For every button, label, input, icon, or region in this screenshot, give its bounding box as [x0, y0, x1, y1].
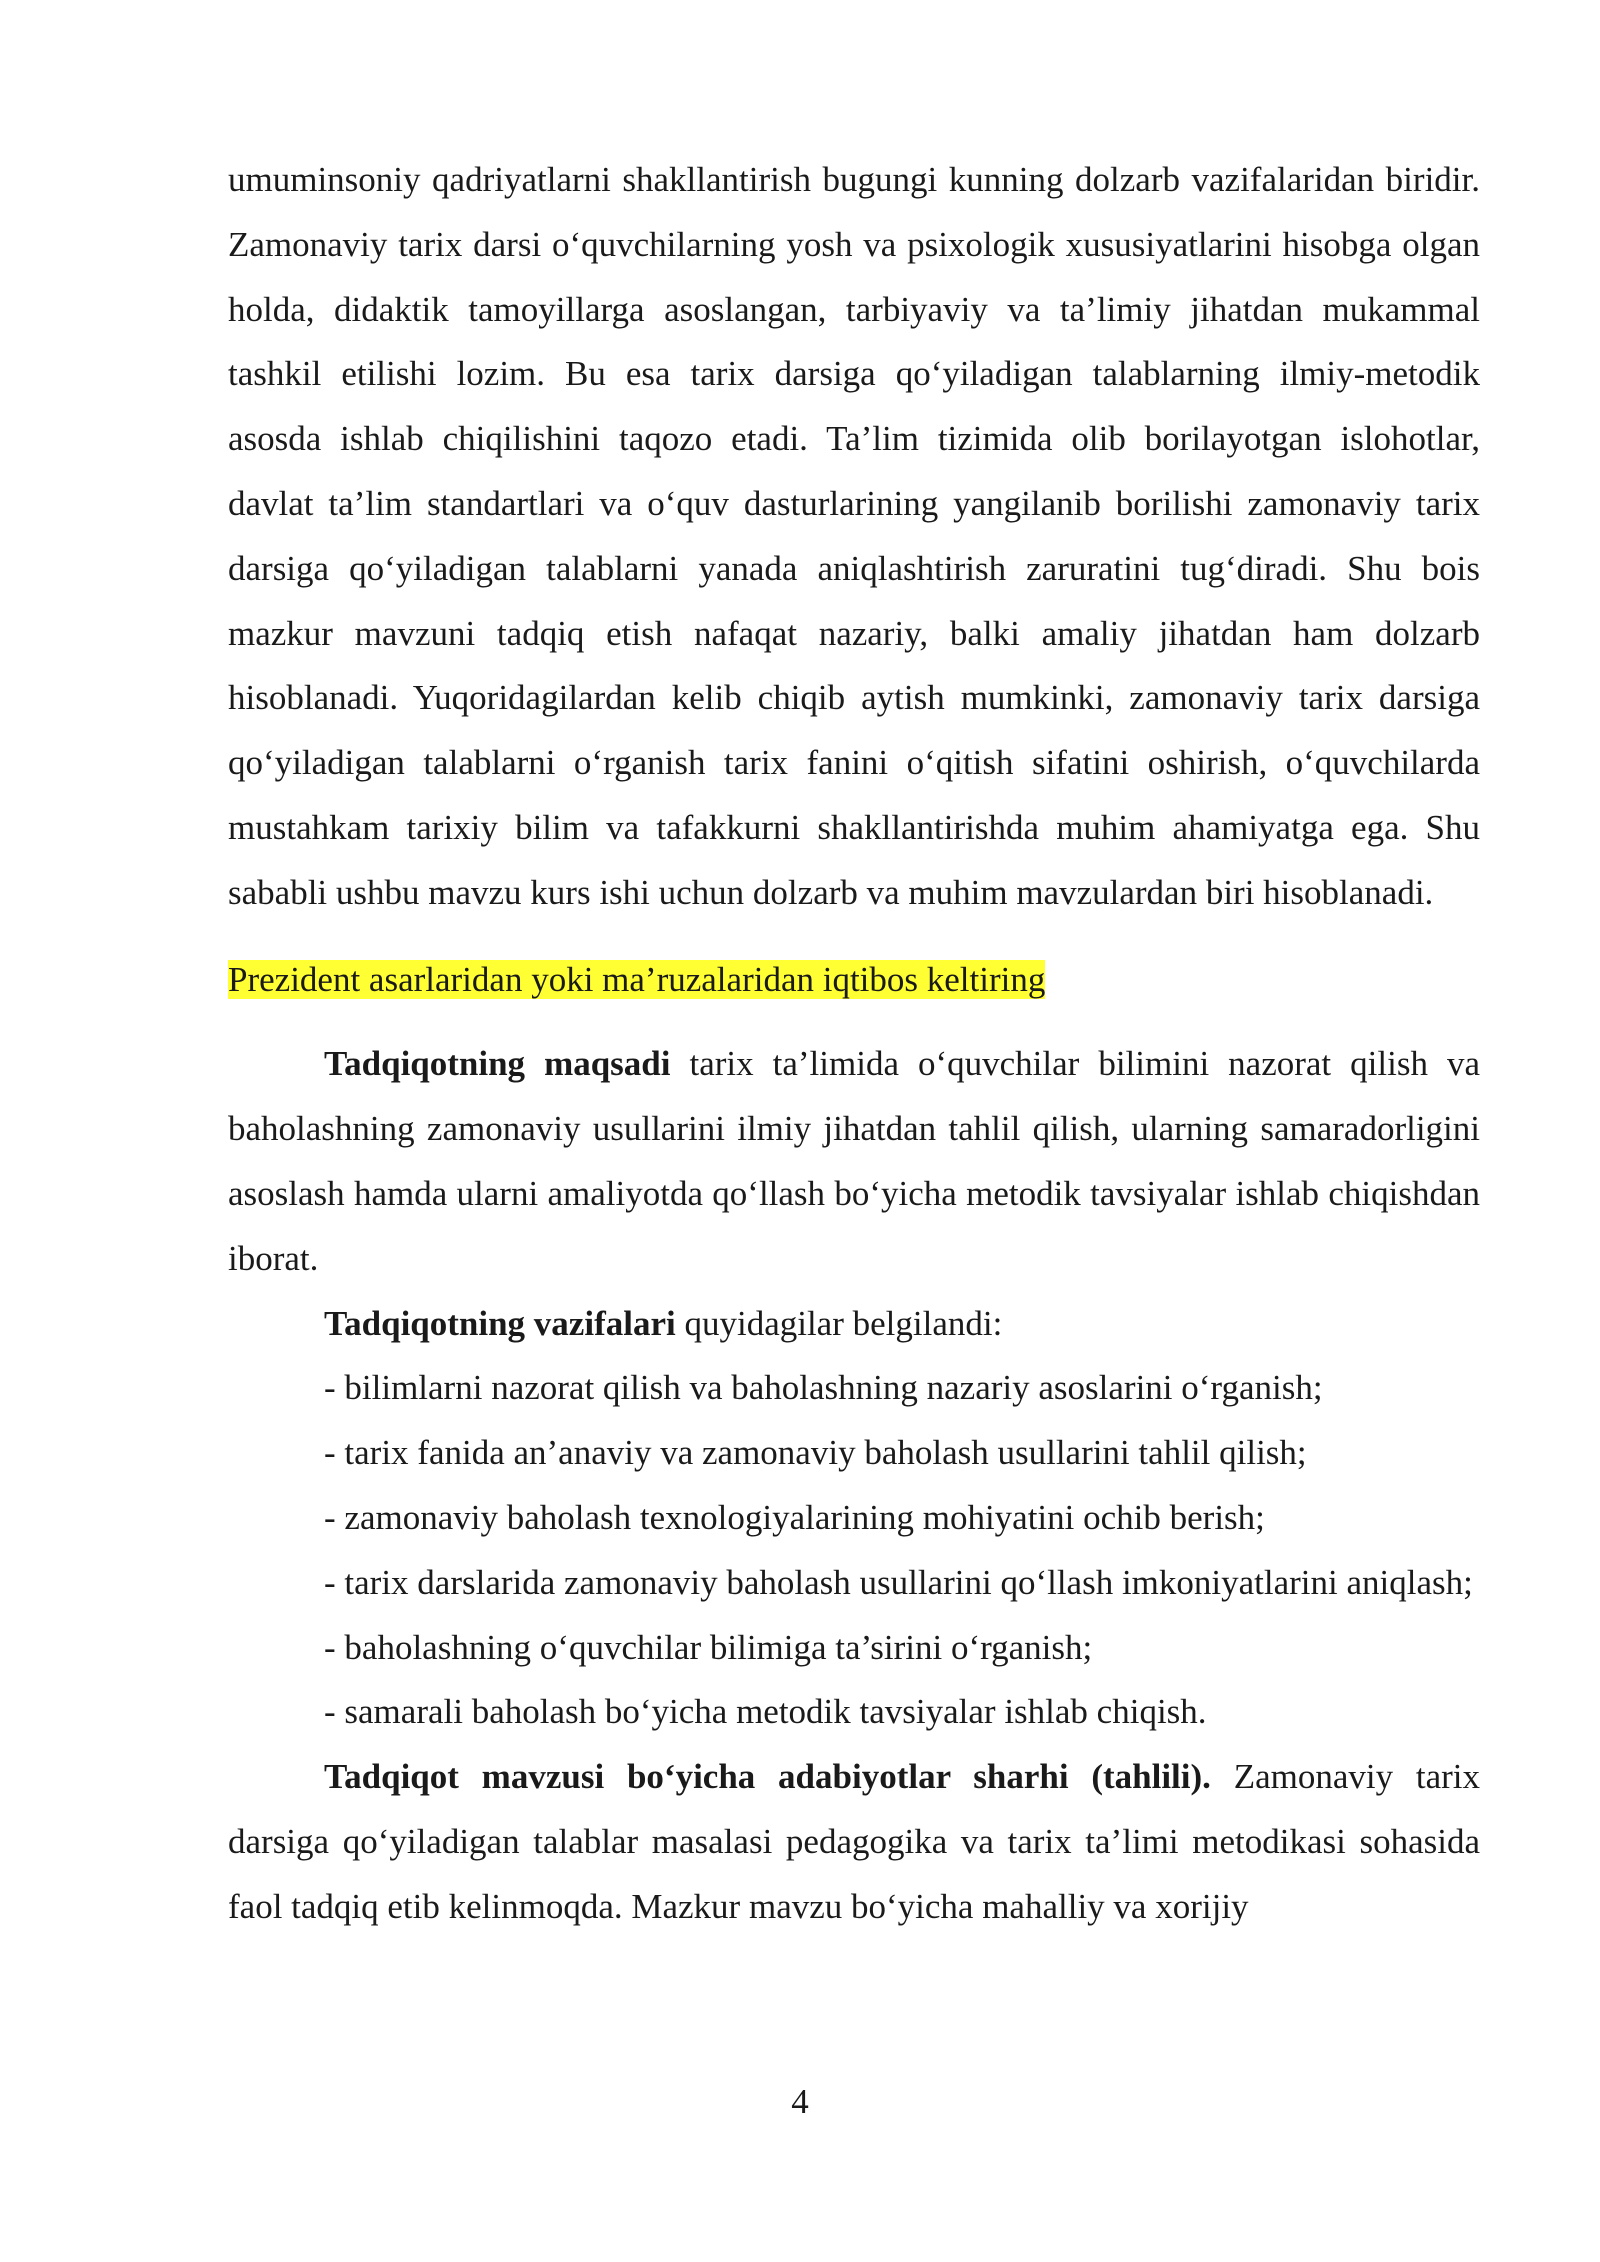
highlight-note-line [228, 948, 1480, 1013]
tasks-label: Tadqiqotning vazifalari [324, 1303, 676, 1343]
tasks-intro-text: quyidagilar belgilandi: [675, 1303, 1003, 1343]
list-item: - samarali baholash bo‘yicha metodik tavsiyalar ishlab chiqish. [324, 1692, 1207, 1732]
list-item: - tarix fanida an’anaviy va zamonaviy baholash usullarini tahlil qilish; [324, 1433, 1307, 1473]
goal-paragraph [228, 1032, 1480, 1291]
goal-text: tarix ta’limida o‘quvchilar bilimini nazorat qilish va baholashning zamonaviy usullarini ilmiy jihatdan tahlil qilish, ularning samaradorligini asoslash hamda ularni amaliyotda qo‘llash bo‘yicha metodik tavsiyalar ishlab chiqishdan iborat. [228, 1044, 1480, 1278]
tasks-list [228, 1356, 1480, 1745]
list-item: - tarix darslarida zamonaviy baholash usullarini qo‘llash imkoniyatlarini aniqlash; [324, 1562, 1473, 1602]
literature-text: Zamonaviy tarix darsiga qo‘yiladigan talablar masalasi pedagogika va tarix ta’limi metodikasi sohasida faol tadqiq etib kelinmoqda. Mazkur mavzu bo‘yicha mahalliy va xorijiy [228, 1757, 1480, 1926]
goal-label: Tadqiqotning maqsadi [324, 1044, 671, 1084]
highlighted-note: Prezident asarlaridan yoki ma’ruzalaridan iqtibos keltiring [228, 959, 1046, 999]
literature-label: Tadqiqot mavzusi bo‘yicha adabiyotlar sharhi (tahlili). [324, 1757, 1211, 1797]
intro-paragraph: umuminsoniy qadriyatlarni shakllantirish bugungi kunning dolzarb vazifalaridan biridir. Zamonaviy tarix darsi o‘quvchilarning yosh va psixologik xususiyatlarini hisobga olgan holda, didaktik tamoyillarga asoslangan, tarbiyaviy va ta’limiy jihatdan mukammal tashkil etilishi lozim. Bu esa tarix darsiga qo‘yiladigan talablarning ilmiy-metodik asosda ishlab chiqilishini taqozo etadi. Ta’lim tizimida olib borilayotgan islohotlar, davlat ta’lim standartlari va o‘quv dasturlarining yangilanib borilishi zamonaviy tarix darsiga qo‘yiladigan talablarni yanada aniqlashtirish zaruratini tug‘diradi. Shu bois mazkur mavzuni tadqiq etish nafaqat nazariy, balki amaliy jihatdan ham dolzarb hisoblanadi. Yuqoridagilardan kelib chiqib aytish mumkinki, zamonaviy tarix darsiga qo‘yiladigan talablarni o‘rganish tarix fanini o‘qitish sifatini oshirish, o‘quvchilarda mustahkam tarixiy bilim va tafakkurni shakllantirishda muhim ahamiyatga ega. Shu sababli ushbu mavzu kurs ishi uchun dolzarb va muhim mavzulardan biri hisoblanadi. [228, 160, 1480, 912]
list-item: - baholashning o‘quvchilar bilimiga ta’sirini o‘rganish; [324, 1627, 1093, 1667]
literature-paragraph [228, 1745, 1480, 1939]
page-number: 4 [791, 2082, 809, 2121]
list-item: - bilimlarni nazorat qilish va baholashning nazariy asoslarini o‘rganish; [324, 1368, 1323, 1408]
document-page [228, 148, 1480, 1940]
tasks-paragraph [228, 1292, 1480, 1357]
list-item: - zamonaviy baholash texnologiyalarining mohiyatini ochib berish; [324, 1497, 1265, 1537]
